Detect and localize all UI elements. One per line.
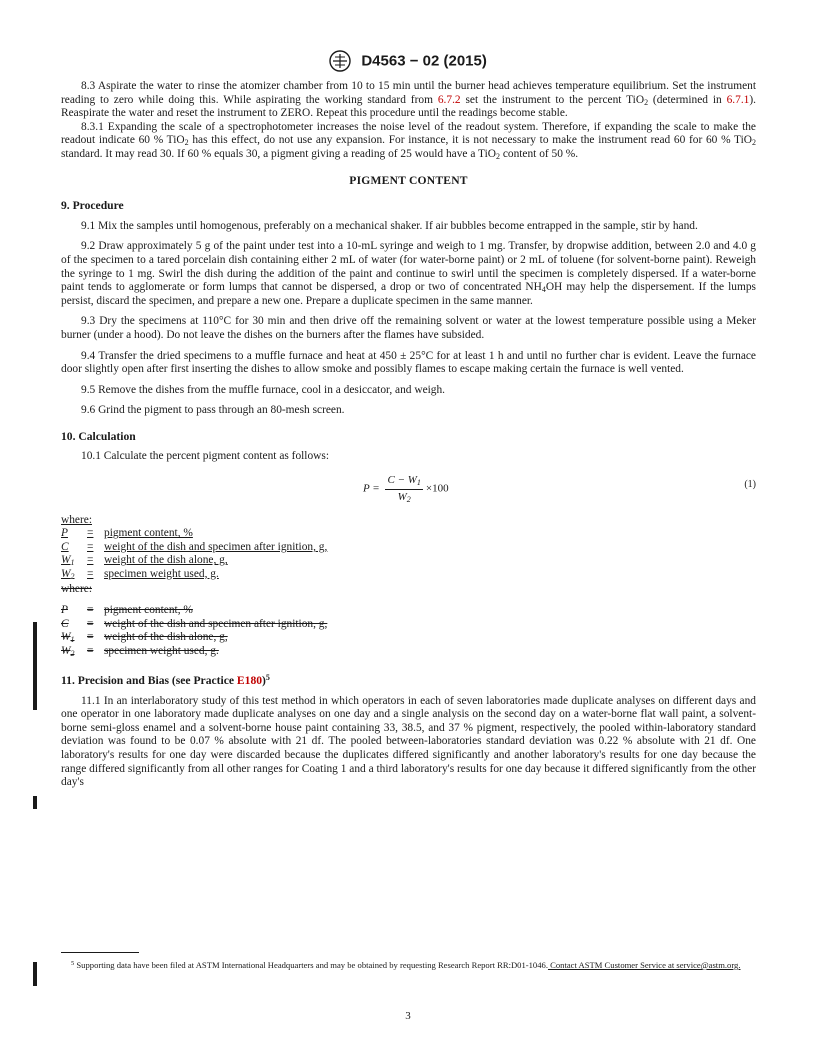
- section-11-heading: 11. Precision and Bias (see Practice E180)$^5$: [61, 672, 270, 687]
- definition-row: [61, 568, 756, 581]
- paragraph-8-3: 8.3 Aspirate the water to rinse the atomizer chamber from 10 to 15 min until the burner head achieves temperature equilibrium. Set the instrument reading to zero while doing this. While aspirating the working standard from 6.7.2 set the instrument to the percent TiO$_2$ (determined in 6.7.1). Reaspirate the water and reset the instrument to ZERO. Repeat this procedure until the readings become stable.: [61, 80, 757, 120]
- ref-link-6-7-1[interactable]: 6.7.1: [726, 93, 750, 106]
- astm-logo-icon: [329, 50, 351, 72]
- section-9-heading: 9. Procedure: [61, 199, 124, 213]
- definition-symbol: C: [61, 617, 69, 630]
- definition-equals: =: [87, 527, 94, 540]
- change-bar: [33, 622, 37, 710]
- definition-symbol: $W_2$: [61, 644, 75, 658]
- definition-text: weight of the dish alone, g,: [104, 631, 228, 644]
- definition-equals: =: [87, 540, 94, 553]
- equation-1: [61, 468, 756, 508]
- document-body: [61, 80, 756, 790]
- definition-symbol: $W_2$: [61, 567, 75, 581]
- paragraph-9-6: 9.6 Grind the pigment to pass through an 80-mesh screen.: [81, 404, 345, 417]
- definition-symbol: $W_1$: [61, 554, 75, 568]
- change-bar: [33, 962, 37, 986]
- equation-number: (1): [744, 479, 756, 491]
- where-label: where:: [61, 514, 92, 527]
- definitions-new: [61, 514, 756, 658]
- definition-text: pigment content, %: [104, 604, 193, 617]
- definition-text: specimen weight used, g.: [104, 567, 219, 580]
- definition-row-deleted: [61, 645, 756, 658]
- paragraph-11-1: 11.1 In an interlaboratory study of this test method in which operators in each of seven laboratories made duplicate analyses on different days and one operator in one laboratory made duplicate analyses on one day and a single analysis on the second day on a water-borne flat wall paint, a solvent-borne semi-gloss enamel and a solvent-borne house paint containing 33, 38.5, and 37 % pigment, respectively, the pooled within-laboratory standard deviation was found to be 0.07 % absolute with 21 df. The pooled between-laboratories standard deviation was 0.22 % absolute with 21 df. One laboratory's results for one day were discarded because the duplicates differed significantly and another laboratory's results for one day because the range differed significantly from all other ranges for Coating 1 and a third laboratory's results for one day because it differed significantly from the other day's: [61, 694, 756, 789]
- definition-text: specimen weight used, g.: [104, 644, 219, 657]
- paragraph-8-3-1: 8.3.1 Expanding the scale of a spectrophotometer increases the noise level of the readout system. Therefore, if expanding the scale to make the readout indicate 60 % TiO$_2$ has this effect, do not use any expansion. For instance, it is not necessary to make the instrument read 60 for 60 % TiO$_2$ standard. It may read 30. If 60 % equals 30, a pigment giving a reading of 25 would have a TiO$_2$ content of 50 %.: [61, 120, 756, 161]
- ref-link-e180[interactable]: E180: [236, 673, 263, 687]
- pigment-equation: P = $\frac{C - W_1}{W_2}$ ×100: [363, 474, 449, 504]
- definition-equals: =: [87, 554, 94, 567]
- definition-row-deleted: [61, 604, 756, 617]
- definition-symbol: C: [61, 540, 69, 553]
- paragraph-10-1: 10.1 Calculate the percent pigment content as follows:: [81, 450, 329, 463]
- footnote-rule: [61, 952, 139, 953]
- definition-text: weight of the dish alone, g,: [104, 554, 228, 567]
- definition-symbol: P: [61, 527, 68, 540]
- document-header: [0, 50, 816, 72]
- definition-text: weight of the dish and specimen after ignition, g,: [104, 617, 328, 630]
- page-number: 3: [405, 1010, 411, 1022]
- definition-equals: =: [87, 617, 94, 630]
- standard-designation: D4563 − 02 (2015): [361, 52, 487, 70]
- definition-equals: =: [87, 567, 94, 580]
- where-label-deleted: where:: [61, 583, 92, 596]
- change-bar: [33, 796, 37, 809]
- definition-row: [61, 527, 756, 540]
- definition-row-deleted: [61, 618, 756, 631]
- definition-equals: =: [87, 604, 94, 617]
- footnote-5: $^5$ Supporting data have been filed at ASTM International Headquarters and may be obtained by requesting Research Report RR:D01-1046. Contact ASTM Customer Service at service@astm.org.: [71, 960, 741, 970]
- definition-equals: =: [87, 644, 94, 657]
- definition-text: pigment content, %: [104, 527, 193, 540]
- ref-link-6-7-2[interactable]: 6.7.2: [437, 93, 461, 106]
- paragraph-9-4: 9.4 Transfer the dried specimens to a muffle furnace and heat at 450 ± 25°C for at least 1 h and until no further char is evident. Leave the furnace door slightly open after first inserting the dishes to allow smoke and possibly flames to escape making certain the furnace is well vented.: [61, 349, 756, 376]
- definition-row-deleted: [61, 631, 756, 644]
- definition-text: weight of the dish and specimen after ignition, g,: [104, 540, 328, 553]
- definition-row: [61, 554, 756, 567]
- definition-row: [61, 541, 756, 554]
- paragraph-9-1: 9.1 Mix the samples until homogenous, preferably on a mechanical shaker. If air bubbles become entrapped in the sample, stir by hand.: [81, 219, 698, 232]
- paragraph-9-5: 9.5 Remove the dishes from the muffle furnace, cool in a desiccator, and weigh.: [81, 383, 446, 396]
- section-10-heading: 10. Calculation: [61, 429, 136, 443]
- paragraph-9-2: 9.2 Draw approximately 5 g of the paint under test into a 10-mL syringe and weigh to 1 mg. Transfer, by dropwise addition, between 2.0 and 4.0 g of the specimen to a tared porcelain dish containing either 2 mL of water (for water-borne paint) or 2 mL of toluene (for solvent-borne paint). Reweigh the syringe to 1 mg. Swirl the dish during the addition of the paint and continue to swirl until the specimen is completely dispersed. If a water-borne paint tends to agglomerate or form lumps that cannot be dispersed, a drop or two of concentrated $NH_4OH$ may help the dispersement. If the lumps persist, discard the specimen, and prepare a new one. Prepare a duplicate specimen in the same manner.: [61, 240, 756, 307]
- definition-symbol: $W_1$: [61, 631, 75, 645]
- definition-symbol: P: [61, 604, 68, 617]
- pigment-content-heading: PIGMENT CONTENT: [349, 173, 468, 187]
- paragraph-9-3: 9.3 Dry the specimens at 110°C for 30 min and then drive off the remaining solvent or water at the lowest temperature possible using a Meker burner (under a hood). Do not leave the dishes on the burners after the flames have subsided.: [61, 315, 756, 341]
- definition-equals: =: [87, 631, 94, 644]
